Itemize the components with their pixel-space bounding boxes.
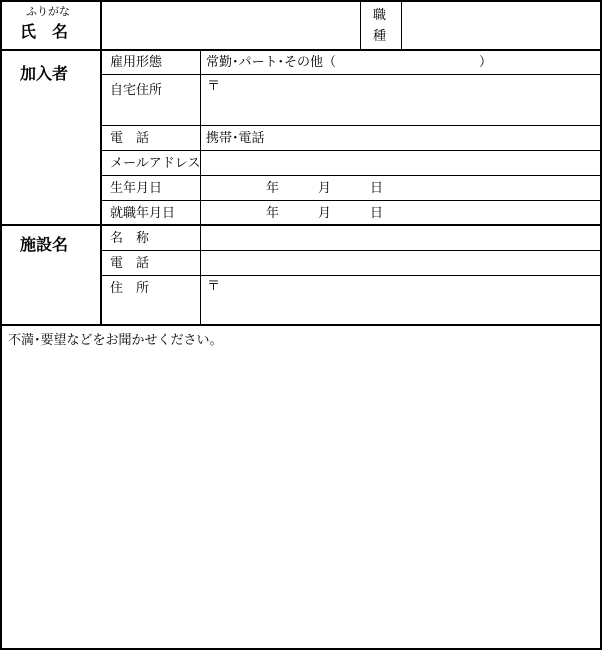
birth-date-field[interactable] (202, 177, 600, 199)
divider-shokushu-right (401, 0, 402, 50)
comments-prompt: 不満･要望などをお聞かせください。 (8, 333, 223, 348)
row-line (101, 200, 601, 201)
facility-name-label: 名 称 (110, 231, 150, 246)
facility-postal-mark: 〒 (207, 279, 221, 294)
row-line (101, 175, 601, 176)
hire-date-label: 就職年月日 (110, 206, 176, 221)
employment-value: 常勤･パート･その他（ ） (206, 55, 493, 70)
facility-address-label: 住 所 (110, 281, 150, 296)
shokushu-field[interactable] (404, 2, 599, 48)
comments-field[interactable] (3, 352, 599, 646)
hire-date-value: 年 月 日 (266, 206, 384, 221)
home-postal-mark: 〒 (207, 79, 221, 94)
home-address-label: 自宅住所 (110, 83, 163, 98)
facility-address-field[interactable] (202, 277, 600, 323)
shokushu-label-bottom: 種 (373, 29, 387, 44)
member-heading: 加入者 (20, 64, 69, 83)
name-label: 氏 名 (20, 22, 69, 41)
divider-facility-section (0, 324, 602, 326)
employment-field[interactable] (202, 51, 600, 73)
email-label: メールアドレス (110, 156, 201, 171)
member-phone-field[interactable] (202, 127, 600, 149)
facility-name-field[interactable] (202, 227, 600, 249)
birth-date-value: 年 月 日 (266, 181, 384, 196)
furigana-label: ふりがな (26, 5, 70, 18)
shokushu-label-top: 職 (373, 8, 387, 23)
facility-phone-label: 電 話 (110, 256, 150, 271)
name-field[interactable] (103, 2, 359, 48)
divider-label-column (100, 0, 102, 326)
facility-phone-field[interactable] (202, 252, 600, 274)
divider-shokushu-left (360, 0, 361, 50)
row-line (101, 275, 601, 276)
member-phone-label: 電 話 (110, 131, 150, 146)
hire-date-field[interactable] (202, 202, 600, 223)
divider-member-section (0, 224, 602, 226)
employment-label: 雇用形態 (110, 55, 163, 70)
row-line (101, 150, 601, 151)
facility-heading: 施設名 (20, 235, 69, 254)
email-field[interactable] (202, 152, 600, 174)
row-line (101, 250, 601, 251)
member-phone-value: 携帯･電話 (206, 131, 265, 146)
birth-date-label: 生年月日 (110, 181, 163, 196)
row-line (101, 125, 601, 126)
divider-field-column (200, 50, 201, 325)
home-address-field[interactable] (202, 76, 600, 124)
row-line (101, 74, 601, 75)
